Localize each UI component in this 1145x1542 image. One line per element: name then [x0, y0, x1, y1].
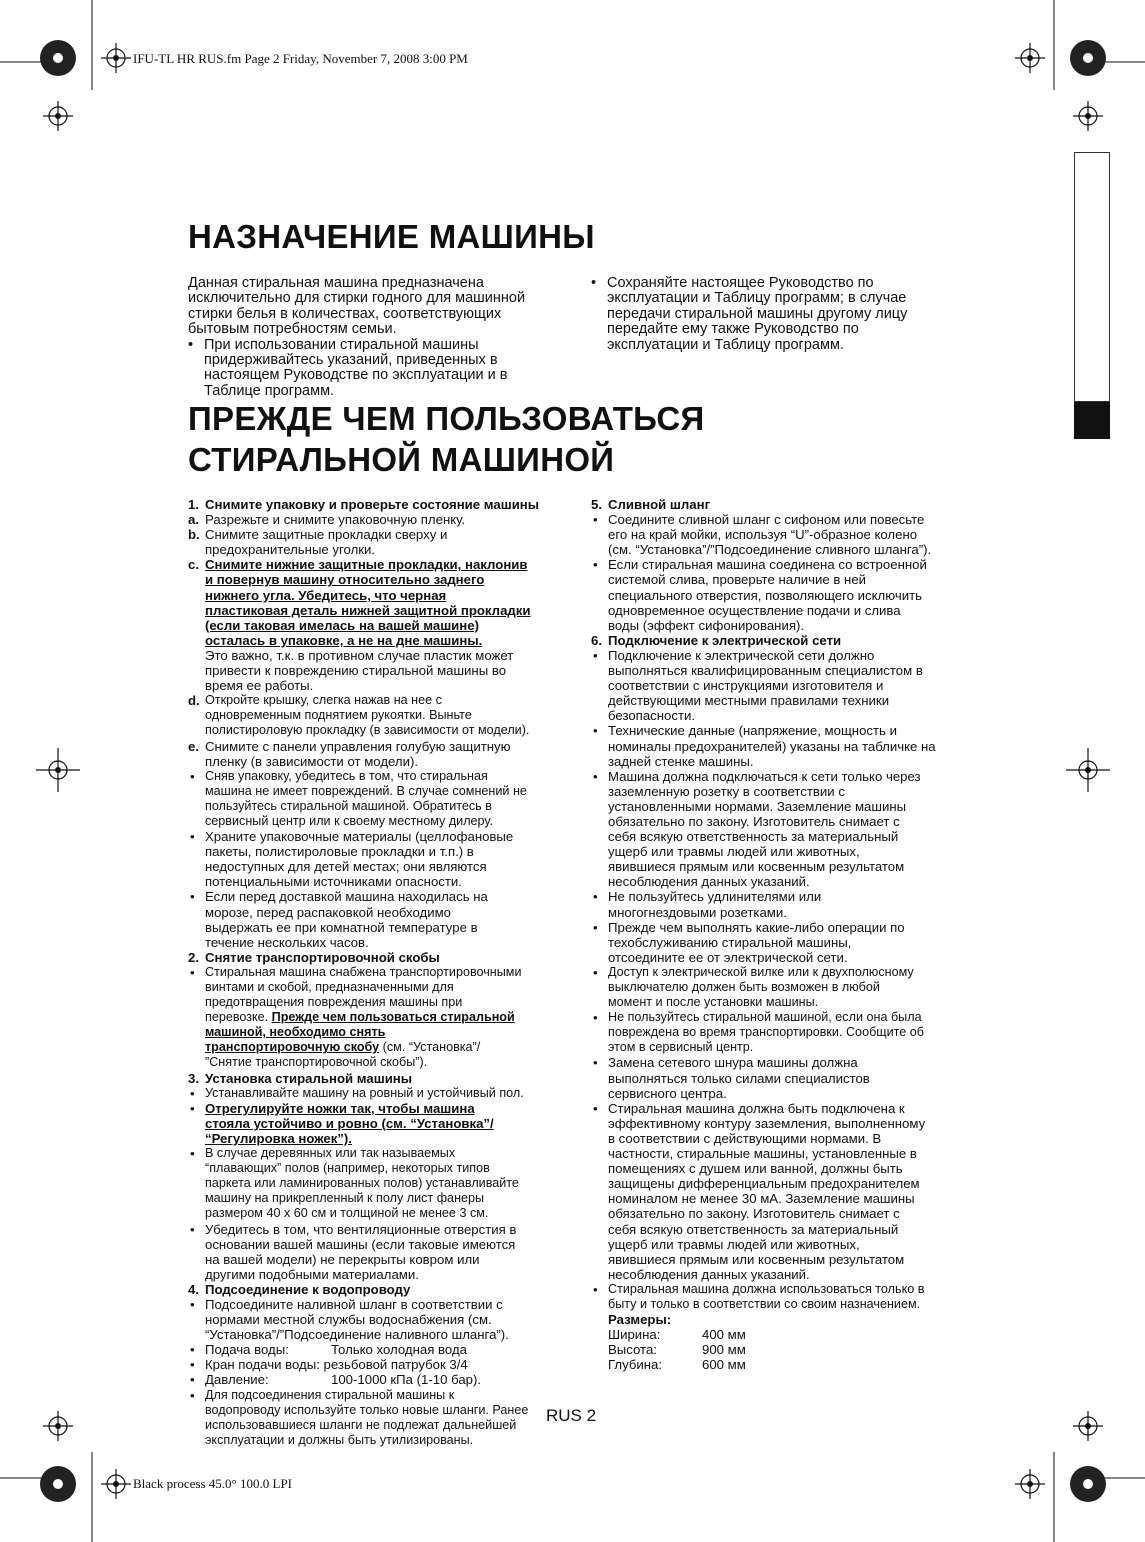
bullet-item: • Подключение к электрической сети должно выполняться квалифицированным специалистом в соответствии с инструкциями изготовителя и действующими местными правилами техники безопасности.	[593, 647, 923, 724]
dimensions-block	[608, 1312, 971, 1372]
text-line: Данная стиральная машина предназначена	[188, 275, 484, 291]
bullet-item: • Доступ к электрической вилке или к двухполюсному выключателю должен быть возможен в любой момент и после установки машины.	[593, 964, 914, 1010]
bullet-icon: •	[593, 512, 598, 528]
step-heading-2: 2. Снятие транспортировочной скобы	[188, 949, 440, 965]
left-column	[188, 497, 568, 1448]
bullet-icon: •	[593, 1055, 598, 1071]
page-edge-tab	[1074, 152, 1110, 402]
bullet-icon: •	[190, 829, 195, 845]
purpose-bullet	[188, 338, 568, 400]
bullet-icon: •	[188, 336, 194, 353]
section-title-before-use	[188, 398, 705, 480]
dimension-row: Высота: 900 мм	[608, 1342, 746, 1358]
step-heading-1: 1. Снимите упаковку и проверьте состояние машины	[188, 497, 540, 512]
dimension-row: Глубина: 600 мм	[608, 1357, 746, 1373]
bullet-item: • Отрегулируйте ножки так, чтобы машина стояла устойчиво и ровно (см. “Установка”/ “Регулировка ножек”).	[190, 1100, 494, 1146]
bullet-item: • Стиральная машина снабжена транспортировочными винтами и скобой, предназначенными для предотвращения повреждения машины при перевозке. Прежде чем пользоваться стиральной машиной, необходимо снять транспортировочную скобу (см. “Установка”/ ”Снятие транспортировочной скобы”).	[190, 964, 522, 1070]
bullet-icon: •	[593, 647, 598, 663]
step-heading-4: 4. Подсоединение к водопроводу	[188, 1281, 411, 1297]
bullet-icon: •	[591, 275, 597, 291]
text-line: стирки белья в количествах, соответствующих	[188, 305, 502, 322]
bullet-icon: •	[190, 889, 195, 905]
bullet-icon: •	[190, 1357, 195, 1373]
bullet-icon: •	[593, 1010, 598, 1026]
bullet-icon: •	[593, 1281, 598, 1297]
bullet-icon: •	[190, 1146, 195, 1162]
right-column	[591, 497, 971, 1372]
bullet-icon: •	[593, 1100, 598, 1116]
bullet-icon: •	[190, 1085, 195, 1101]
text-line: передайте ему также Руководство по	[607, 321, 859, 338]
bullet-item: • Кран подачи воды: резьбовой патрубок 3/4	[190, 1357, 468, 1373]
step-heading-5: 5. Сливной шланг	[591, 497, 711, 512]
bullet-icon: •	[190, 1296, 195, 1312]
bullet-item: • Стиральная машина должна использоваться только в быту и только в соответствии со своим назначением.	[593, 1281, 925, 1311]
bullet-item: • Сняв упаковку, убедитесь в том, что стиральная машина не имеет повреждений. В случае сомнений не пользуйтесь стиральной машиной. Обратитесь в сервисный центр или к своему местному дилеру.	[190, 768, 527, 828]
text-line: При использовании стиральной машины	[204, 336, 479, 353]
text-line: бытовым потребностям семьи.	[188, 321, 397, 338]
step-item-a: a. Разрежьте и снимите упаковочную пленку.	[188, 512, 466, 528]
bullet-item: • Если стиральная машина соединена со встроенной системой слива, проверьте наличие в ней специального отверстия, позволяющего исключить одновременное осуществление подачи и слива воды (эффект сифонирования).	[593, 557, 927, 633]
bullet-icon: •	[593, 557, 598, 573]
bullet-item: • Не пользуйтесь стиральной машиной, если она была повреждена во время транспортировки. Сообщите об этом в сервисный центр.	[593, 1010, 925, 1055]
bullet-item: • Соедините сливной шланг с сифоном или повесьте его на край мойки, используя “U”-образное колено (см. “Установка”/”Подсоединение сливного шланга”).	[593, 512, 932, 558]
bullet-item: • Устанавливайте машину на ровный и устойчивый пол.	[190, 1085, 524, 1101]
bullet-icon: •	[190, 1387, 195, 1403]
bullet-item: • Не пользуйтесь удлинителями или многогнездовыми розетками.	[593, 889, 822, 920]
text-line: придерживайтесь указаний, приведенных в	[204, 352, 498, 369]
title-line: СТИРАЛЬНОЙ МАШИНОЙ	[188, 441, 615, 478]
step-heading-3: 3. Установка стиральной машины	[188, 1070, 413, 1086]
bullet-item: • Если перед доставкой машина находилась на морозе, перед распаковкой необходимо выдержать ее при комнатной температуре в течение нескольких часов.	[190, 889, 488, 950]
bullet-icon: •	[593, 768, 598, 784]
text-line: настоящем Руководстве по эксплуатации и в	[204, 367, 508, 384]
step-item-e: e. Снимите с панели управления голубую защитную пленку (в зависимости от модели).	[188, 738, 511, 769]
page-edge-tab-marker	[1074, 402, 1110, 439]
purpose-left-column	[188, 276, 568, 399]
bullet-item: • Прежде чем выполнять какие-либо операции по техобслуживанию стиральной машины, отсоедините ее от электрической сети.	[593, 919, 905, 965]
step-heading-6: 6. Подключение к электрической сети	[591, 632, 842, 648]
bullet-item: • Давление: 100-1000 кПа (1-10 бар).	[190, 1372, 482, 1388]
bullet-icon: •	[593, 723, 598, 739]
bullet-icon: •	[190, 1221, 195, 1237]
text-line: Таблице программ.	[204, 382, 335, 399]
title-line: ПРЕЖДЕ ЧЕМ ПОЛЬЗОВАТЬСЯ	[188, 400, 705, 437]
step-item-b: b. Снимите защитные прокладки сверху и предохранительные уголки.	[188, 527, 448, 558]
bullet-item: • Для подсоединения стиральной машины к водопроводу используйте только новые шланги. Ранее использовавшиеся шланги не подлежат дальнейшей эксплуатации и должны быть утилизированы.	[190, 1387, 529, 1447]
text-line: исключительно для стирки годного для машинной	[188, 290, 526, 307]
text-line: эксплуатации и Таблицу программ.	[607, 336, 844, 353]
step-item-c: c. Снимите нижние защитные прокладки, наклонив и повернув машину относительно заднего нижнего угла. Убедитесь, что черная пластиковая деталь нижней защитной прокладки (если таковая имелась на вашей машине) осталась в упаковке, а не на дне машины. Это важно, т.к. в противном случае пластик может привести к повреждению стиральной машины во время ее работы.	[188, 557, 531, 694]
bullet-item: • Убедитесь в том, что вентиляционные отверстия в основании вашей машины (если таковые имеются на вашей модели) не перекрыты ковром или другими подобными материалами.	[190, 1221, 517, 1282]
bullet-item: • Технические данные (напряжение, мощность и номиналы предохранителей) указаны на табличке на задней стенке машины.	[593, 723, 936, 769]
text-line: передачи стиральной машины другому лицу	[607, 305, 908, 322]
bullet-icon: •	[190, 1372, 195, 1388]
page-number: RUS 2	[546, 1406, 597, 1425]
section-title-purpose: НАЗНАЧЕНИЕ МАШИНЫ	[188, 218, 595, 255]
bullet-item: • В случае деревянных или так называемых “плавающих” полов (например, некоторых типов паркета или ламинированных полов) устанавливайте машину на прикрепленный к полу лист фанеры размером 40 x 60 см и толщиной не менее 3 см.	[190, 1146, 519, 1221]
bullet-icon: •	[593, 964, 598, 980]
purpose-right-bullet	[591, 276, 971, 353]
print-footer: Black process 45.0° 100.0 LPI	[133, 1476, 293, 1491]
bullet-icon: •	[190, 768, 195, 784]
text-line: Сохраняйте настоящее Руководство по	[607, 275, 874, 291]
bullet-icon: •	[593, 889, 598, 905]
bullet-item: • Подача воды: Только холодная вода	[190, 1342, 467, 1358]
purpose-paragraph	[188, 276, 568, 338]
bullet-icon: •	[190, 1100, 195, 1116]
print-header: IFU-TL HR RUS.fm Page 2 Friday, November 7, 2008 3:00 PM	[133, 51, 468, 66]
dimension-row: Ширина: 400 мм	[608, 1327, 746, 1343]
step-item-d: d. Откройте крышку, слегка нажав на нее с одновременным поднятием рукоятки. Выньте полистироловую прокладку (в зависимости от модели).	[188, 693, 530, 738]
bullet-icon: •	[593, 919, 598, 935]
dimensions-title: Размеры:	[608, 1312, 672, 1328]
bullet-icon: •	[190, 964, 195, 980]
bullet-icon: •	[190, 1342, 195, 1358]
bullet-item: • Машина должна подключаться к сети только через заземленную розетку в соответствии с установленными нормами. Заземление машины обязательно по закону. Изготовитель снимает с себя всякую ответственность за материальный ущерб или травмы людей или животных, явившиеся прямым или косвенным результатом несоблюдения данных указаний.	[593, 768, 921, 890]
bullet-item: • Замена сетевого шнура машины должна выполняться только силами специалистов сервисного центра.	[593, 1055, 870, 1101]
bullet-item: • Храните упаковочные материалы (целлофановые пакеты, полистироловые прокладки и т.п.) в недоступных для детей местах; они являются потенциальными источниками опасности.	[190, 829, 514, 890]
bullet-item: • Подсоедините наливной шланг в соответствии с нормами местной службы водоснабжения (см. “Установка”/”Подсоединение наливного шланга”).	[190, 1296, 509, 1343]
text-line: эксплуатации и Таблицу программ; в случае	[607, 290, 907, 307]
bullet-item: • Стиральная машина должна быть подключена к эффективному контуру заземления, выполненному в соответствии с действующими нормами. В частности, стиральные машины, установленные в помещениях с душем или ванной, должны быть защищены дифференциальным предохранителем номиналом не менее 30 мА. Заземление машины обязательно по закону. Изготовитель снимает с себя всякую ответственность за материальный ущерб или травмы людей или животных, явившиеся прямым или косвенным результатом несоблюдения данных указаний.	[593, 1100, 926, 1282]
